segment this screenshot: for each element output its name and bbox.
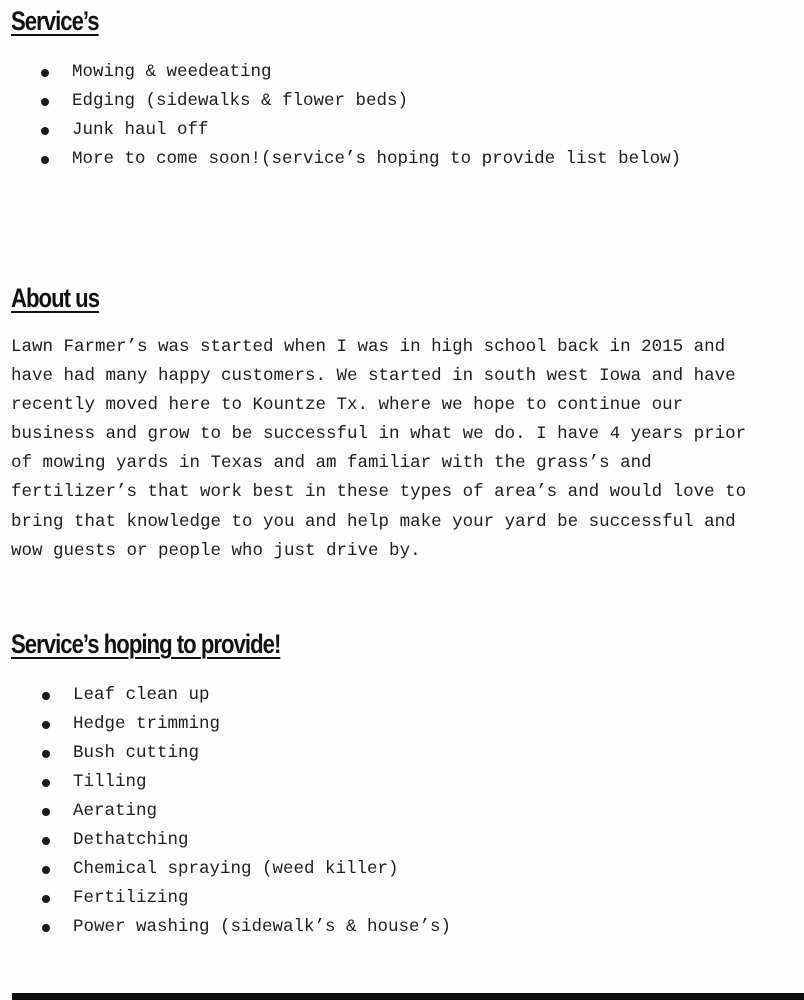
list-item [42,768,451,797]
list-item-text: Edging (sidewalks & flower beds) [72,91,409,111]
bullet-icon [42,866,50,874]
list-item [42,710,451,739]
list-item [42,681,451,710]
list-item-text: Mowing & weedeating [72,62,272,82]
list-item [41,87,681,116]
bullet-icon [42,808,50,816]
list-item [41,58,681,87]
paragraph-line: have had many happy customers. We started in south west Iowa and have [11,366,736,387]
list-item-text: More to come soon!(service’s hoping to provide list below) [72,149,682,169]
bullet-icon [42,721,50,729]
list-item [41,145,681,174]
list-item-text: Aerating [73,801,158,821]
paragraph-line: Lawn Farmer’s was started when I was in high school back in 2015 and [11,337,726,357]
hoping-list [42,681,451,942]
paragraph-line: recently moved here to Kountze Tx. where we hope to continue our [11,395,684,416]
paragraph-line: of mowing yards in Texas and am familiar with the grass’s and [11,453,652,474]
about-heading: About us [11,283,100,313]
services-list [41,58,681,174]
list-item [42,739,451,768]
paragraph-line: business and grow to be successful in what we do. I have 4 years prior [11,424,747,445]
hoping-heading: Service’s hoping to provide! [11,629,281,659]
bullet-icon [42,924,50,932]
list-item [42,884,451,913]
services-heading: Service’s [11,6,99,36]
list-item-text: Dethatching [73,830,189,850]
list-item [42,826,451,855]
list-item-text: Chemical spraying (weed killer) [73,859,399,879]
bullet-icon [41,69,49,77]
list-item-text: Fertilizing [73,888,189,908]
bullet-icon [41,127,49,135]
list-item-text: Junk haul off [72,120,209,140]
list-item-text: Power washing (sidewalk’s & house’s) [73,917,452,937]
list-item [41,116,681,145]
paragraph-line: fertilizer’s that work best in these types of area’s and would love to [11,482,747,503]
list-item-text: Leaf clean up [73,685,210,705]
bullet-icon [42,837,50,845]
bullet-icon [42,779,50,787]
bullet-icon [42,750,50,758]
list-item [42,797,451,826]
bullet-icon [41,156,49,164]
list-item-text: Tilling [73,772,147,792]
list-item-text: Hedge trimming [73,714,221,734]
paragraph-line: wow guests or people who just drive by. [11,540,421,561]
bottom-divider [12,993,804,1000]
list-item-text: Bush cutting [73,743,200,763]
bullet-icon [41,98,49,106]
bullet-icon [42,692,50,700]
paragraph-line: bring that knowledge to you and help make your yard be successful and [11,511,736,532]
list-item [42,913,451,942]
bullet-icon [42,895,50,903]
list-item [42,855,451,884]
about-paragraph [11,333,801,566]
